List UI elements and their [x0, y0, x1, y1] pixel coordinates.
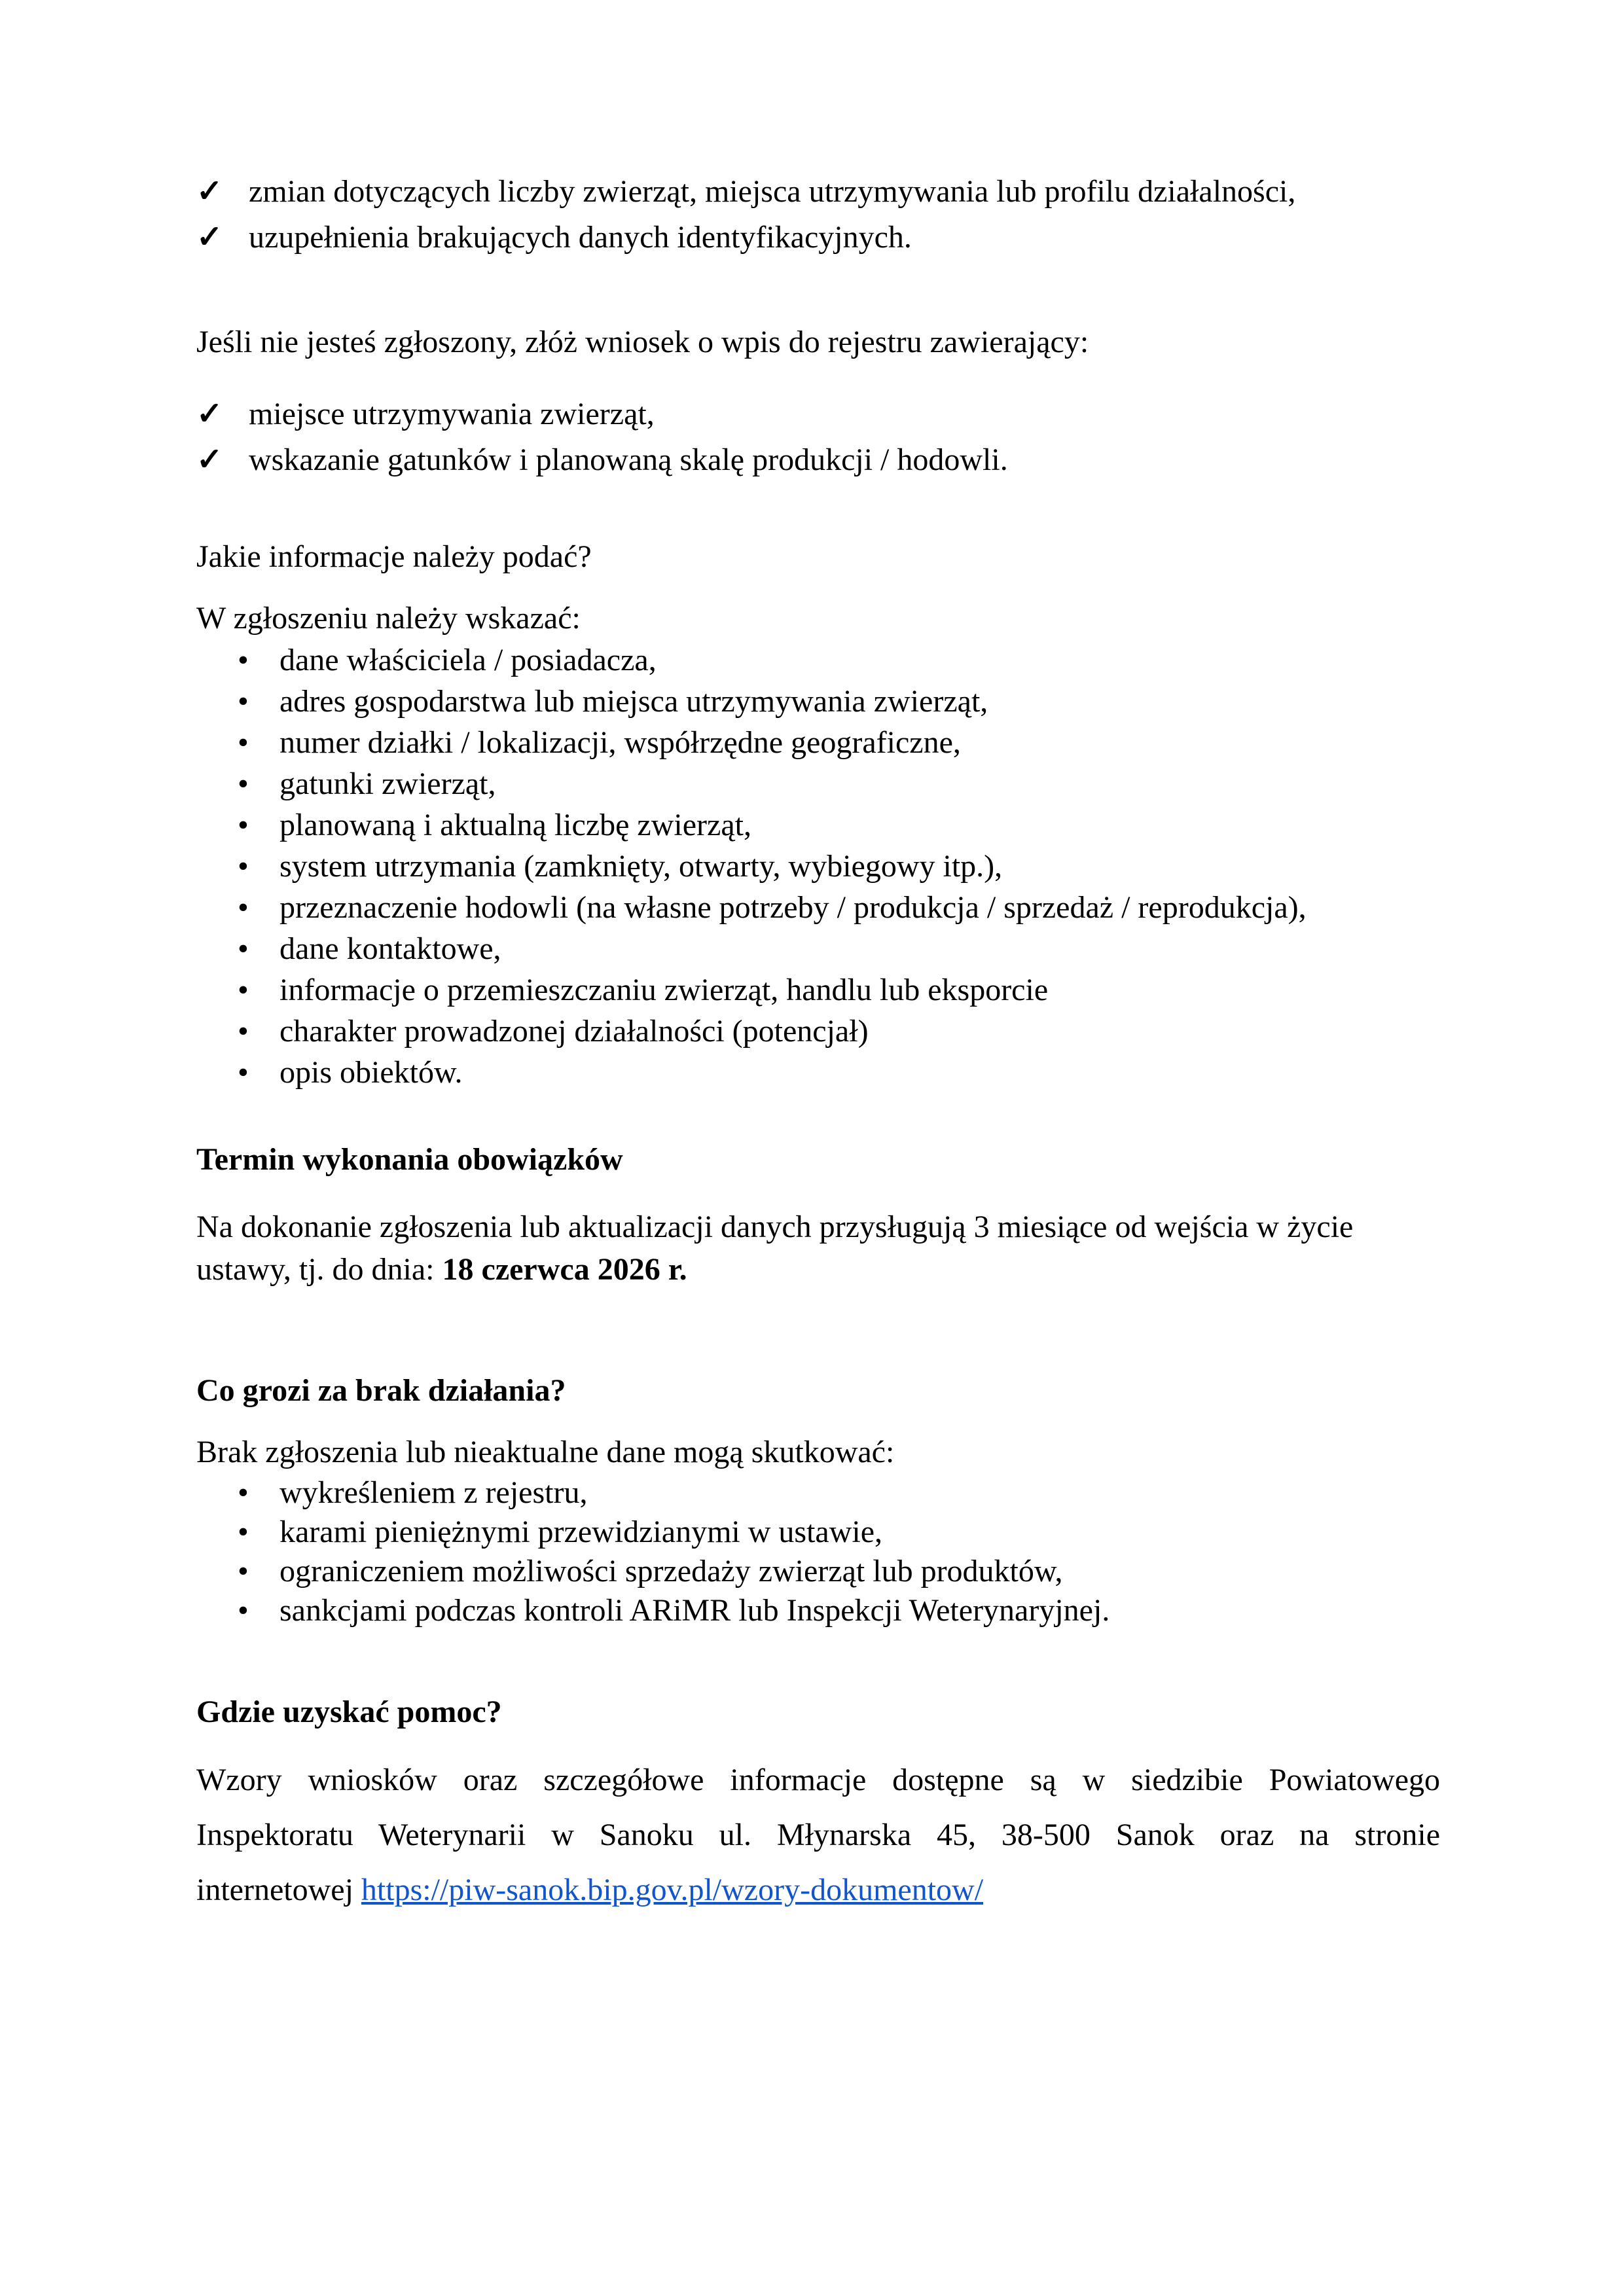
bullet-icon: •	[238, 1014, 249, 1049]
deadline-line-2	[196, 1248, 1440, 1291]
check-icon: ✓	[196, 442, 223, 477]
info-section-intro: W zgłoszeniu należy wskazać:	[196, 601, 581, 636]
list-item-text: charakter prowadzonej działalności (potencjał)	[280, 1014, 869, 1049]
list-item-text: gatunki zwierząt,	[280, 766, 496, 801]
deadline-date: 18 czerwca 2026 r.	[442, 1252, 687, 1287]
documents-link[interactable]: https://piw-sanok.bip.gov.pl/wzory-dokumentow/	[361, 1873, 984, 1907]
list-item-text: dane kontaktowe,	[280, 931, 501, 966]
list-item	[238, 763, 1440, 804]
bullet-icon: •	[238, 1593, 249, 1628]
list-item	[238, 1591, 1440, 1630]
list-item-text: dane właściciela / posiadacza,	[280, 643, 657, 677]
bullet-icon: •	[238, 766, 249, 801]
bullet-icon: •	[238, 808, 249, 842]
deadline-line-2-prefix: ustawy, tj. do dnia:	[196, 1252, 442, 1287]
list-item	[238, 1552, 1440, 1591]
bullet-icon: •	[238, 1475, 249, 1510]
bullet-icon: •	[238, 684, 249, 719]
list-item-text: system utrzymania (zamknięty, otwarty, wybiegowy itp.),	[280, 849, 1003, 884]
list-item-text: ograniczeniem możliwości sprzedaży zwierząt lub produktów,	[280, 1554, 1063, 1588]
bullet-icon: •	[238, 931, 249, 966]
help-line-3	[196, 1863, 1440, 1918]
check-item-text: zmian dotyczących liczby zwierząt, miejsca utrzymywania lub profilu działalności,	[249, 174, 1296, 209]
bullet-icon: •	[238, 1055, 249, 1090]
deadline-paragraph	[196, 1206, 1440, 1291]
bullet-icon: •	[238, 890, 249, 925]
list-item-text: karami pieniężnymi przewidzianymi w ustawie,	[280, 1515, 883, 1549]
check-item	[196, 391, 1440, 437]
risk-section-intro: Brak zgłoszenia lub nieaktualne dane mogą skutkować:	[196, 1435, 895, 1469]
risk-section-heading: Co grozi za brak działania?	[196, 1373, 566, 1408]
register-checklist	[196, 391, 1440, 483]
info-list	[238, 639, 1440, 1093]
help-paragraph	[196, 1753, 1440, 1918]
bullet-icon: •	[238, 849, 249, 884]
register-intro-paragraph: Jeśli nie jesteś zgłoszony, złóż wniosek o wpis do rejestru zawierający:	[196, 325, 1089, 359]
list-item-text: przeznaczenie hodowli (na własne potrzeby / produkcja / sprzedaż / reprodukcja),	[280, 890, 1307, 925]
list-item	[238, 639, 1440, 681]
bullet-icon: •	[238, 973, 249, 1007]
list-item	[238, 1011, 1440, 1052]
info-section-heading: Jakie informacje należy podać?	[196, 539, 592, 574]
list-item	[238, 681, 1440, 722]
list-item	[238, 1513, 1440, 1552]
list-item-text: numer działki / lokalizacji, współrzędne geograficzne,	[280, 725, 961, 760]
list-item	[238, 928, 1440, 969]
list-item	[238, 846, 1440, 887]
bullet-icon: •	[238, 1554, 249, 1588]
risk-list	[238, 1473, 1440, 1630]
list-item-text: sankcjami podczas kontroli ARiMR lub Inspekcji Weterynaryjnej.	[280, 1593, 1110, 1628]
help-section-heading: Gdzie uzyskać pomoc?	[196, 1695, 502, 1729]
check-icon: ✓	[196, 397, 223, 431]
list-item	[238, 1052, 1440, 1093]
check-icon: ✓	[196, 220, 223, 255]
check-item	[196, 169, 1440, 215]
check-item	[196, 437, 1440, 483]
bullet-icon: •	[238, 725, 249, 760]
bullet-icon: •	[238, 1515, 249, 1549]
list-item-text: planowaną i aktualną liczbę zwierząt,	[280, 808, 751, 842]
bullet-icon: •	[238, 643, 249, 677]
list-item	[238, 969, 1440, 1011]
help-line-1: Wzory wniosków oraz szczegółowe informacje dostępne są w siedzibie Powiatowego	[196, 1763, 1440, 1797]
list-item-text: opis obiektów.	[280, 1055, 463, 1090]
list-item	[238, 722, 1440, 763]
help-line-2: Inspektoratu Weterynarii w Sanoku ul. Młynarska 45, 38-500 Sanok oraz na stronie	[196, 1818, 1440, 1852]
deadline-section-heading: Termin wykonania obowiązków	[196, 1142, 623, 1177]
deadline-line-1: Na dokonanie zgłoszenia lub aktualizacji danych przysługują 3 miesiące od wejścia w życie	[196, 1210, 1354, 1244]
list-item-text: adres gospodarstwa lub miejsca utrzymywania zwierząt,	[280, 684, 988, 719]
help-line-3-prefix: internetowej	[196, 1873, 361, 1907]
check-item-text: miejsce utrzymywania zwierząt,	[249, 397, 655, 431]
check-icon: ✓	[196, 174, 223, 209]
list-item	[238, 1473, 1440, 1513]
list-item	[238, 887, 1440, 928]
list-item	[238, 804, 1440, 846]
list-item-text: informacje o przemieszczaniu zwierząt, handlu lub eksporcie	[280, 973, 1049, 1007]
update-checklist	[196, 169, 1440, 260]
check-item-text: uzupełnienia brakujących danych identyfikacyjnych.	[249, 220, 912, 255]
check-item-text: wskazanie gatunków i planowaną skalę produkcji / hodowli.	[249, 442, 1008, 477]
list-item-text: wykreśleniem z rejestru,	[280, 1475, 588, 1510]
check-item	[196, 215, 1440, 260]
